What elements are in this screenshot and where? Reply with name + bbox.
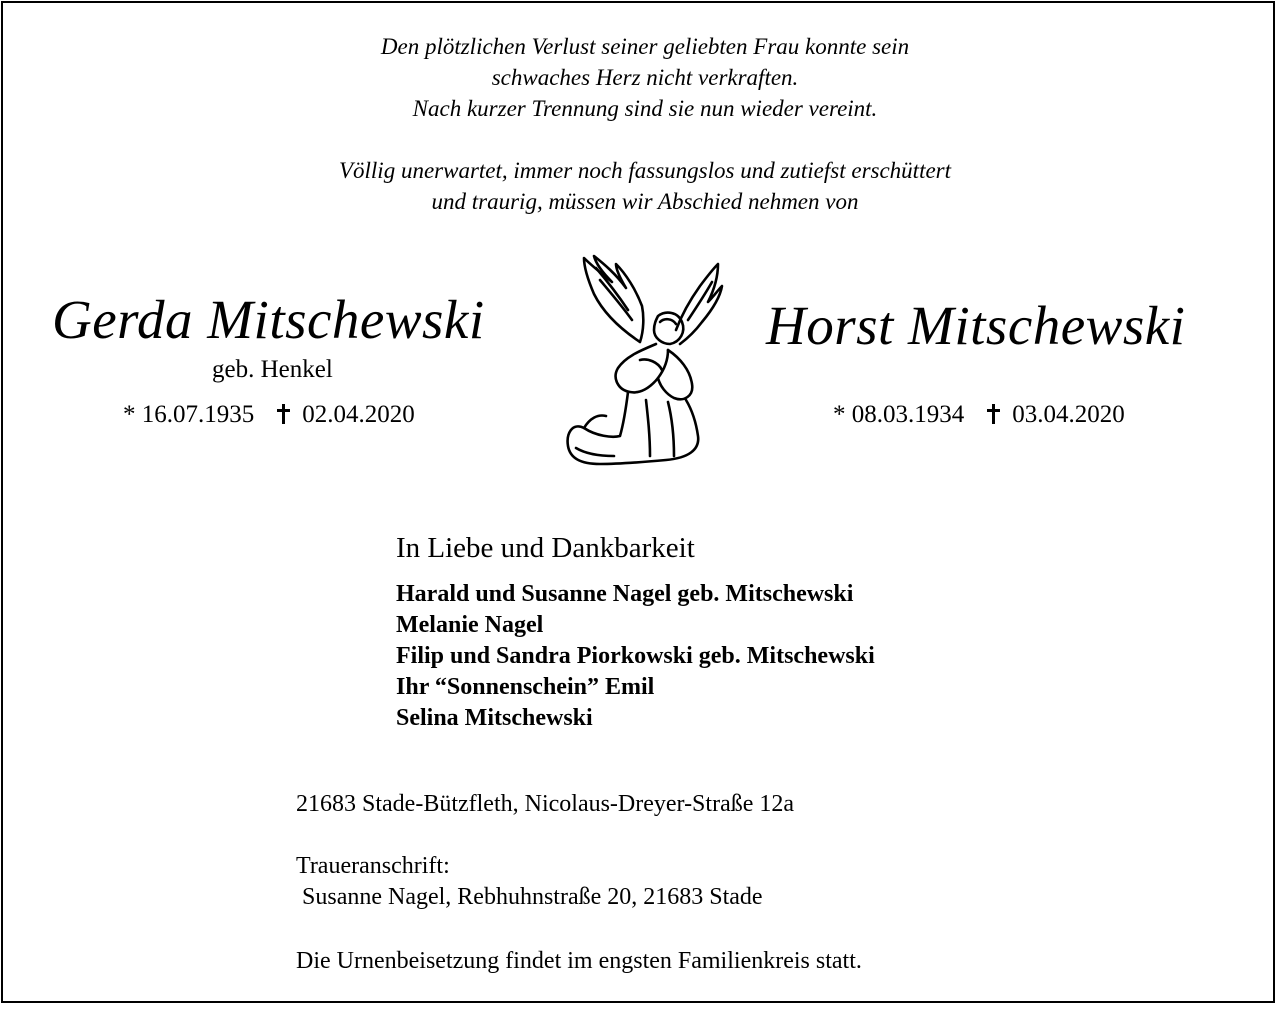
verse-line: Völlig unerwartet, immer noch fassungslos und zutiefst erschüttert bbox=[338, 158, 952, 183]
mourner-name: Selina Mitschewski bbox=[396, 705, 593, 731]
life-dates-2 bbox=[833, 400, 1125, 430]
trauer-label: Traueranschrift: bbox=[296, 853, 450, 879]
deceased-name-2: Horst Mitschewski bbox=[766, 295, 1186, 356]
cross-icon bbox=[276, 404, 290, 424]
death-date: 02.04.2020 bbox=[302, 401, 415, 428]
angel-icon bbox=[556, 250, 724, 474]
life-dates-1 bbox=[123, 400, 415, 430]
burial-note: Die Urnenbeisetzung findet im engsten Familienkreis statt. bbox=[296, 948, 862, 974]
verse-line: Den plötzlichen Verlust seiner geliebten Frau konnte sein bbox=[380, 34, 910, 59]
death-date: 03.04.2020 bbox=[1012, 401, 1125, 428]
verse-line: Nach kurzer Trennung sind sie nun wieder vereint. bbox=[412, 96, 878, 121]
residence-address: 21683 Stade-Bützfleth, Nicolaus-Dreyer-Straße 12a bbox=[296, 791, 795, 817]
deceased-name-1: Gerda Mitschewski bbox=[52, 289, 485, 350]
mourner-name: Melanie Nagel bbox=[396, 612, 544, 638]
mourner-name: Harald und Susanne Nagel geb. Mitschewski bbox=[396, 581, 854, 607]
birth-date: * 16.07.1935 bbox=[123, 401, 255, 428]
trauer-address: Susanne Nagel, Rebhuhnstraße 20, 21683 Stade bbox=[296, 884, 763, 910]
verse-block-1 bbox=[0, 31, 1280, 124]
maiden-name: geb. Henkel bbox=[212, 356, 333, 383]
dedication: In Liebe und Dankbarkeit bbox=[396, 532, 695, 564]
cross-icon bbox=[986, 404, 1000, 424]
mourner-name: Filip und Sandra Piorkowski geb. Mitschewski bbox=[396, 643, 875, 669]
birth-date: * 08.03.1934 bbox=[833, 401, 965, 428]
mourner-name: Ihr “Sonnenschein” Emil bbox=[396, 674, 655, 700]
mourners-list bbox=[396, 579, 875, 734]
notice-border bbox=[1, 1, 1275, 1003]
verse-block-2 bbox=[0, 155, 1280, 217]
verse-line: und traurig, müssen wir Abschied nehmen von bbox=[431, 189, 859, 214]
verse-line: schwaches Herz nicht verkraften. bbox=[491, 65, 799, 90]
